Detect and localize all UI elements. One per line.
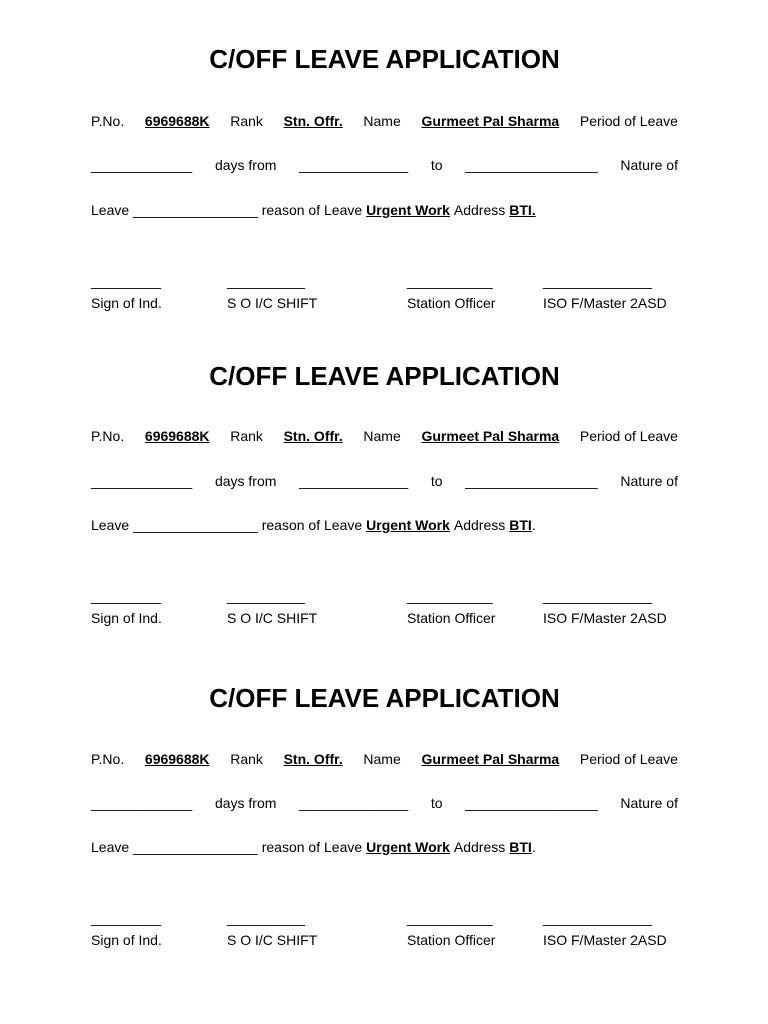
address-value: BTI xyxy=(509,839,532,855)
signature-label: ISO F/Master 2ASD xyxy=(543,610,667,626)
rank-label: Rank xyxy=(230,428,263,444)
sig-so-shift xyxy=(227,272,317,312)
name-label: Name xyxy=(363,428,401,444)
signature-line[interactable]: _________ xyxy=(91,273,162,289)
signature-label: Sign of Ind. xyxy=(91,295,162,311)
signature-line[interactable]: __________ xyxy=(227,273,305,289)
form-line-3 xyxy=(91,201,678,219)
name-label: Name xyxy=(363,751,401,767)
signature-label: ISO F/Master 2ASD xyxy=(543,295,667,311)
to-blank[interactable]: _________________ xyxy=(465,157,598,173)
reason-label: reason of Leave xyxy=(261,202,363,218)
rank-value: Stn. Offr. xyxy=(283,428,343,444)
nature-label: Nature of xyxy=(620,795,678,811)
form-line-3 xyxy=(91,516,678,534)
name-label: Name xyxy=(363,113,401,129)
sig-individual xyxy=(91,272,162,312)
nature-label: Nature of xyxy=(620,473,678,489)
pno-label: P.No. xyxy=(91,428,125,444)
nature-blank[interactable]: ________________ xyxy=(133,202,258,218)
days-blank[interactable]: _____________ xyxy=(91,795,193,811)
signature-label: Sign of Ind. xyxy=(91,932,162,948)
days-from-label: days from xyxy=(214,795,277,811)
pno-value: 6969688K xyxy=(144,428,210,444)
address-suffix: . xyxy=(531,517,536,533)
sig-individual xyxy=(91,587,162,627)
signature-label: Sign of Ind. xyxy=(91,610,162,626)
reason-label: reason of Leave xyxy=(261,517,363,533)
name-value: Gurmeet Pal Sharma xyxy=(421,113,560,129)
period-label: Period of Leave xyxy=(579,113,678,129)
form-line-2 xyxy=(91,156,678,174)
period-label: Period of Leave xyxy=(579,428,678,444)
signature-label: ISO F/Master 2ASD xyxy=(543,932,667,948)
period-label: Period of Leave xyxy=(579,751,678,767)
reason-value: Urgent Work xyxy=(366,839,450,855)
reason-label: reason of Leave xyxy=(261,839,363,855)
days-from-label: days from xyxy=(214,157,277,173)
rank-label: Rank xyxy=(230,113,263,129)
from-blank[interactable]: ______________ xyxy=(299,473,409,489)
sig-individual xyxy=(91,909,162,949)
leave-label: Leave xyxy=(91,517,130,533)
form-line-1 xyxy=(91,427,678,445)
to-label: to xyxy=(430,473,443,489)
to-label: to xyxy=(430,795,443,811)
name-value: Gurmeet Pal Sharma xyxy=(421,751,560,767)
leave-label: Leave xyxy=(91,839,130,855)
rank-value: Stn. Offr. xyxy=(283,751,343,767)
form-title: C/OFF LEAVE APPLICATION xyxy=(209,361,560,391)
signature-row xyxy=(91,272,691,312)
signature-row xyxy=(91,587,691,627)
signature-line[interactable]: ______________ xyxy=(543,910,653,926)
signature-line[interactable]: __________ xyxy=(227,910,305,926)
signature-label: Station Officer xyxy=(407,610,496,626)
address-value: BTI. xyxy=(509,202,536,218)
signature-label: S O I/C SHIFT xyxy=(227,610,318,626)
rank-label: Rank xyxy=(230,751,263,767)
signature-line[interactable]: ___________ xyxy=(407,588,493,604)
sig-iso-master xyxy=(543,909,667,949)
address-suffix: . xyxy=(531,839,536,855)
signature-line[interactable]: __________ xyxy=(227,588,305,604)
days-from-label: days from xyxy=(214,473,277,489)
sig-station-officer xyxy=(407,587,495,627)
to-label: to xyxy=(430,157,443,173)
pno-value: 6969688K xyxy=(144,751,210,767)
to-blank[interactable]: _________________ xyxy=(465,795,598,811)
signature-line[interactable]: _________ xyxy=(91,588,162,604)
nature-label: Nature of xyxy=(620,157,678,173)
signature-line[interactable]: ______________ xyxy=(543,588,653,604)
from-blank[interactable]: ______________ xyxy=(299,157,409,173)
signature-label: Station Officer xyxy=(407,295,496,311)
form-title: C/OFF LEAVE APPLICATION xyxy=(209,44,560,74)
signature-line[interactable]: ______________ xyxy=(543,273,653,289)
reason-value: Urgent Work xyxy=(366,517,450,533)
sig-station-officer xyxy=(407,272,495,312)
reason-value: Urgent Work xyxy=(366,202,450,218)
signature-label: S O I/C SHIFT xyxy=(227,932,318,948)
pno-label: P.No. xyxy=(91,113,125,129)
signature-line[interactable]: _________ xyxy=(91,910,162,926)
sig-so-shift xyxy=(227,909,317,949)
form-line-1 xyxy=(91,750,678,768)
signature-line[interactable]: ___________ xyxy=(407,273,493,289)
signature-label: Station Officer xyxy=(407,932,496,948)
sig-iso-master xyxy=(543,272,667,312)
rank-value: Stn. Offr. xyxy=(283,113,343,129)
nature-blank[interactable]: ________________ xyxy=(133,517,258,533)
sig-so-shift xyxy=(227,587,317,627)
form-title: C/OFF LEAVE APPLICATION xyxy=(209,683,560,713)
address-label: Address xyxy=(453,839,506,855)
form-line-2 xyxy=(91,794,678,812)
address-label: Address xyxy=(453,202,506,218)
form-line-2 xyxy=(91,472,678,490)
name-value: Gurmeet Pal Sharma xyxy=(421,428,560,444)
form-line-3 xyxy=(91,838,678,856)
pno-label: P.No. xyxy=(91,751,125,767)
nature-blank[interactable]: ________________ xyxy=(133,839,258,855)
to-blank[interactable]: _________________ xyxy=(465,473,598,489)
signature-label: S O I/C SHIFT xyxy=(227,295,318,311)
form-line-1 xyxy=(91,112,678,130)
sig-iso-master xyxy=(543,587,667,627)
leave-label: Leave xyxy=(91,202,130,218)
days-blank[interactable]: _____________ xyxy=(91,157,193,173)
from-blank[interactable]: ______________ xyxy=(299,795,409,811)
pno-value: 6969688K xyxy=(144,113,210,129)
address-label: Address xyxy=(453,517,506,533)
sig-station-officer xyxy=(407,909,495,949)
address-value: BTI xyxy=(509,517,532,533)
days-blank[interactable]: _____________ xyxy=(91,473,193,489)
signature-line[interactable]: ___________ xyxy=(407,910,493,926)
signature-row xyxy=(91,909,691,949)
